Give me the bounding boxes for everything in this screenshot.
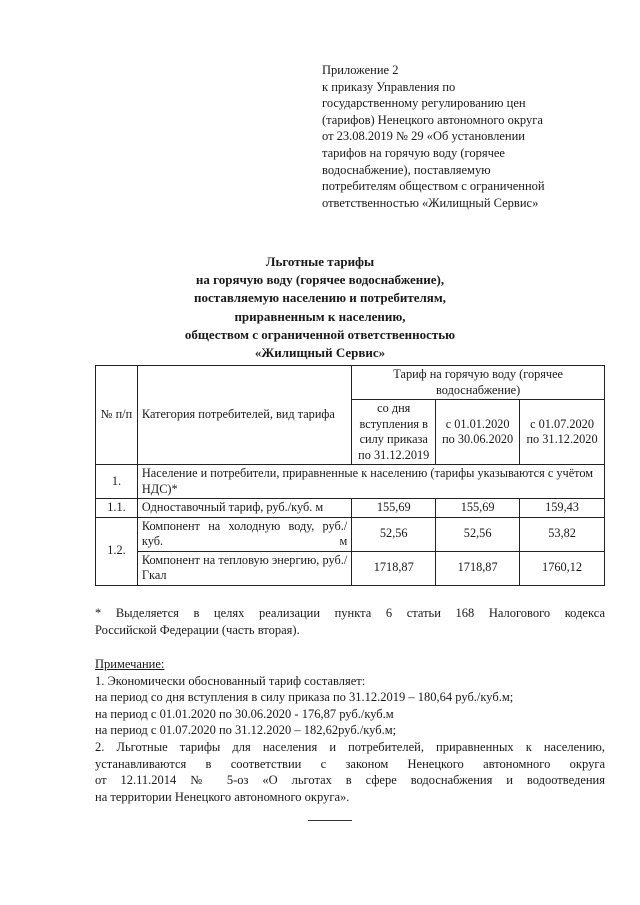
appendix-line: (тарифов) Ненецкого автономного округа: [322, 112, 543, 127]
row-value: 155,69: [436, 499, 520, 518]
row-label: Компонент на тепловую энергию, руб./Гкал: [137, 551, 351, 585]
appendix-line: к приказу Управления по: [322, 79, 456, 94]
row-value: 52,56: [436, 517, 520, 551]
row-value: 1718,87: [352, 551, 436, 585]
table-row: [96, 551, 605, 585]
notes-block: [95, 656, 605, 805]
row-value: 159,43: [520, 499, 605, 518]
notes-line: от 12.11.2014 № 5-оз «О льготах в сфере водоснабжения и водоотведения: [95, 773, 605, 788]
header-period: со дня вступления в силу приказа по 31.12.2019: [352, 400, 436, 465]
document-title: [0, 253, 640, 362]
row-num: 1.2.: [96, 517, 138, 585]
title-line: Льготные тарифы: [265, 254, 375, 269]
notes-heading: Примечание:: [95, 657, 165, 671]
header-category: Категория потребителей, вид тарифа: [137, 366, 351, 465]
title-line: поставляемую населению и потребителям,: [194, 290, 446, 306]
appendix-line: ответственностью «Жилищный Сервис»: [322, 195, 539, 210]
notes-line: на период с 01.07.2020 по 31.12.2020 – 182,62руб./куб.м;: [95, 723, 397, 738]
header-period: с 01.01.2020 по 30.06.2020: [436, 400, 520, 465]
notes-paragraph: 1. Экономически обоснованный тариф составляет:: [95, 673, 366, 688]
header-period: с 01.07.2020 по 31.12.2020: [520, 400, 605, 465]
table-row: [96, 499, 605, 518]
appendix-line: государственному регулированию цен: [322, 96, 526, 111]
row-label: Одноставочный тариф, руб./куб. м: [137, 499, 351, 518]
row-value: 155,69: [352, 499, 436, 518]
row-value: 1718,87: [436, 551, 520, 585]
appendix-line: Приложение 2: [322, 63, 399, 77]
header-tariff-group: Тариф на горячую воду (горячее водоснабжение): [352, 366, 605, 400]
notes-line: на период с 01.01.2020 по 30.06.2020 - 176,87 руб./куб.м: [95, 706, 394, 721]
table-row: [96, 517, 605, 551]
notes-line: 2. Льготные тарифы для населения и потребителей, приравненных к населению,: [95, 739, 605, 754]
section-label: Население и потребители, приравненные к населению (тарифы указываются с учётом НДС)*: [137, 465, 604, 499]
notes-line: на период со дня вступления в силу приказа по 31.12.2019 – 180,64 руб./куб.м;: [95, 690, 514, 705]
row-value: 52,56: [352, 517, 436, 551]
title-line: приравненным к населению,: [234, 308, 406, 324]
title-line: на горячую воду (горячее водоснабжение),: [195, 272, 445, 288]
end-divider: [308, 820, 352, 821]
appendix-line: тарифов на горячую воду (горячее: [322, 145, 505, 160]
appendix-line: от 23.08.2019 № 29 «Об установлении: [322, 129, 525, 144]
footnote-line: Российской Федерации (часть вторая).: [95, 622, 300, 637]
row-value: 53,82: [520, 517, 605, 551]
notes-line: на территории Ненецкого автономного округа».: [95, 789, 350, 804]
row-label: Компонент на холодную воду, руб./куб. м: [137, 517, 351, 551]
appendix-line: водоснабжение), поставляемую: [322, 162, 491, 177]
footnote: [95, 605, 605, 638]
notes-line: устанавливаются в соответствии с законом Ненецкого автономного округа: [95, 756, 605, 771]
row-num: 1.1.: [96, 499, 138, 518]
section-num: 1.: [96, 465, 138, 499]
table-row: [96, 465, 605, 499]
tariffs-table: [95, 365, 605, 586]
header-num: № п/п: [96, 366, 138, 465]
row-value: 1760,12: [520, 551, 605, 585]
title-line: обществом с ограниченной ответственностью: [184, 326, 456, 342]
footnote-line: * Выделяется в целях реализации пункта 6 статьи 168 Налогового кодекса: [95, 606, 605, 620]
appendix-block: [322, 62, 622, 211]
title-line: «Жилищный Сервис»: [254, 345, 386, 361]
appendix-line: потребителям обществом с ограниченной: [322, 179, 545, 194]
